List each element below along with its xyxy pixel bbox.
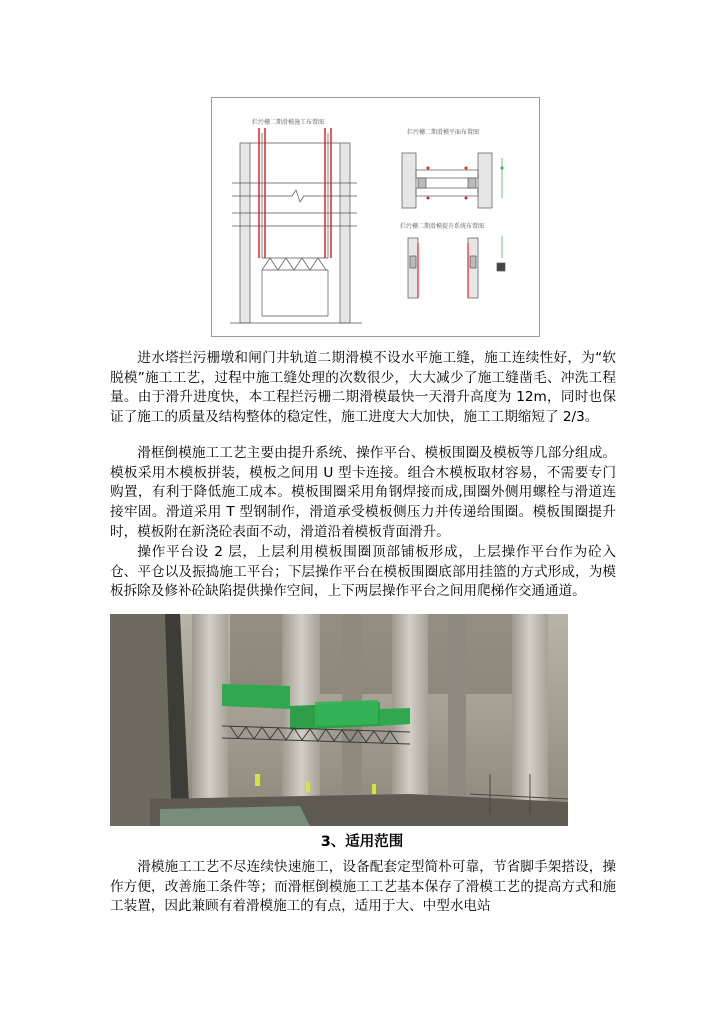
- paragraph-advantages: 进水塔拦污栅墩和闸门井轨道二期滑模不设水平施工缝，施工连续性好，为“软脱模”施工工艺，过程中施工缝处理的次数很少，大大减少了施工缝凿毛、冲洗工程量。由于滑升进度快，本工程拦污栅二期滑模最快一天滑升高度为 12m，同时也保证了施工的质量及结构整体的稳定性，施工进度大大加快，施工工期缩短了 2/3。: [110, 350, 616, 426]
- paragraph-applicability: 滑模施工工艺不尽连续快速施工，设备配套定型简朴可靠，节省脚手架搭设，操作方便，改善施工条件等；而滑框倒模施工工艺基本保存了滑模工艺的提高方式和施工装置，因此兼顾有着滑模施工的有点，适用于大、中型水电站: [110, 859, 616, 915]
- right-bottom-title: 拦污栅二期滑模提升系统布置图: [400, 223, 485, 230]
- construction-drawing-figure: [211, 97, 540, 337]
- drawing-svg: [212, 98, 539, 336]
- section-heading: 3、适用范围: [320, 834, 404, 850]
- paragraph-platform: 操作平台设 2 层，上层利用模板围圈顶部铺板形成，上层操作平台作为砼入仓、平仓以及振捣施工平台；下层操作平台在模板围圈底部用挂篮的方式形成，为模板拆除及修补砼缺陷提供操作空间，上下两层操作平台之间用爬梯作交通通道。: [110, 544, 616, 600]
- photo-svg: [110, 614, 568, 826]
- right-top-title: 拦污栅二期滑模平面布置图: [407, 129, 480, 136]
- plan-drawing: [402, 153, 504, 208]
- construction-site-photo: [110, 614, 568, 826]
- elevation-drawing: [230, 128, 362, 323]
- paragraph-composition: 滑框倒模施工工艺主要由提升系统、操作平台、模板围圈及模板等几部分组成。模板采用木模板拼装，模板之间用 U 型卡连接。组合木模板取材容易，不需要专门购置，有利于降低施工成本。模板围圈采用角钢焊接而成,围圈外侧用螺栓与滑道连接牢固。滑道采用 T 型钢制作，滑道承受模板侧压力并传递给围圈。模板围圈提升时，模板附在新浇砼表面不动，滑道沿着模板背面滑升。: [110, 445, 616, 540]
- left-panel-title: 拦污栅二期滑模施工布置图: [252, 119, 325, 126]
- lifting-system-drawing: [408, 236, 505, 298]
